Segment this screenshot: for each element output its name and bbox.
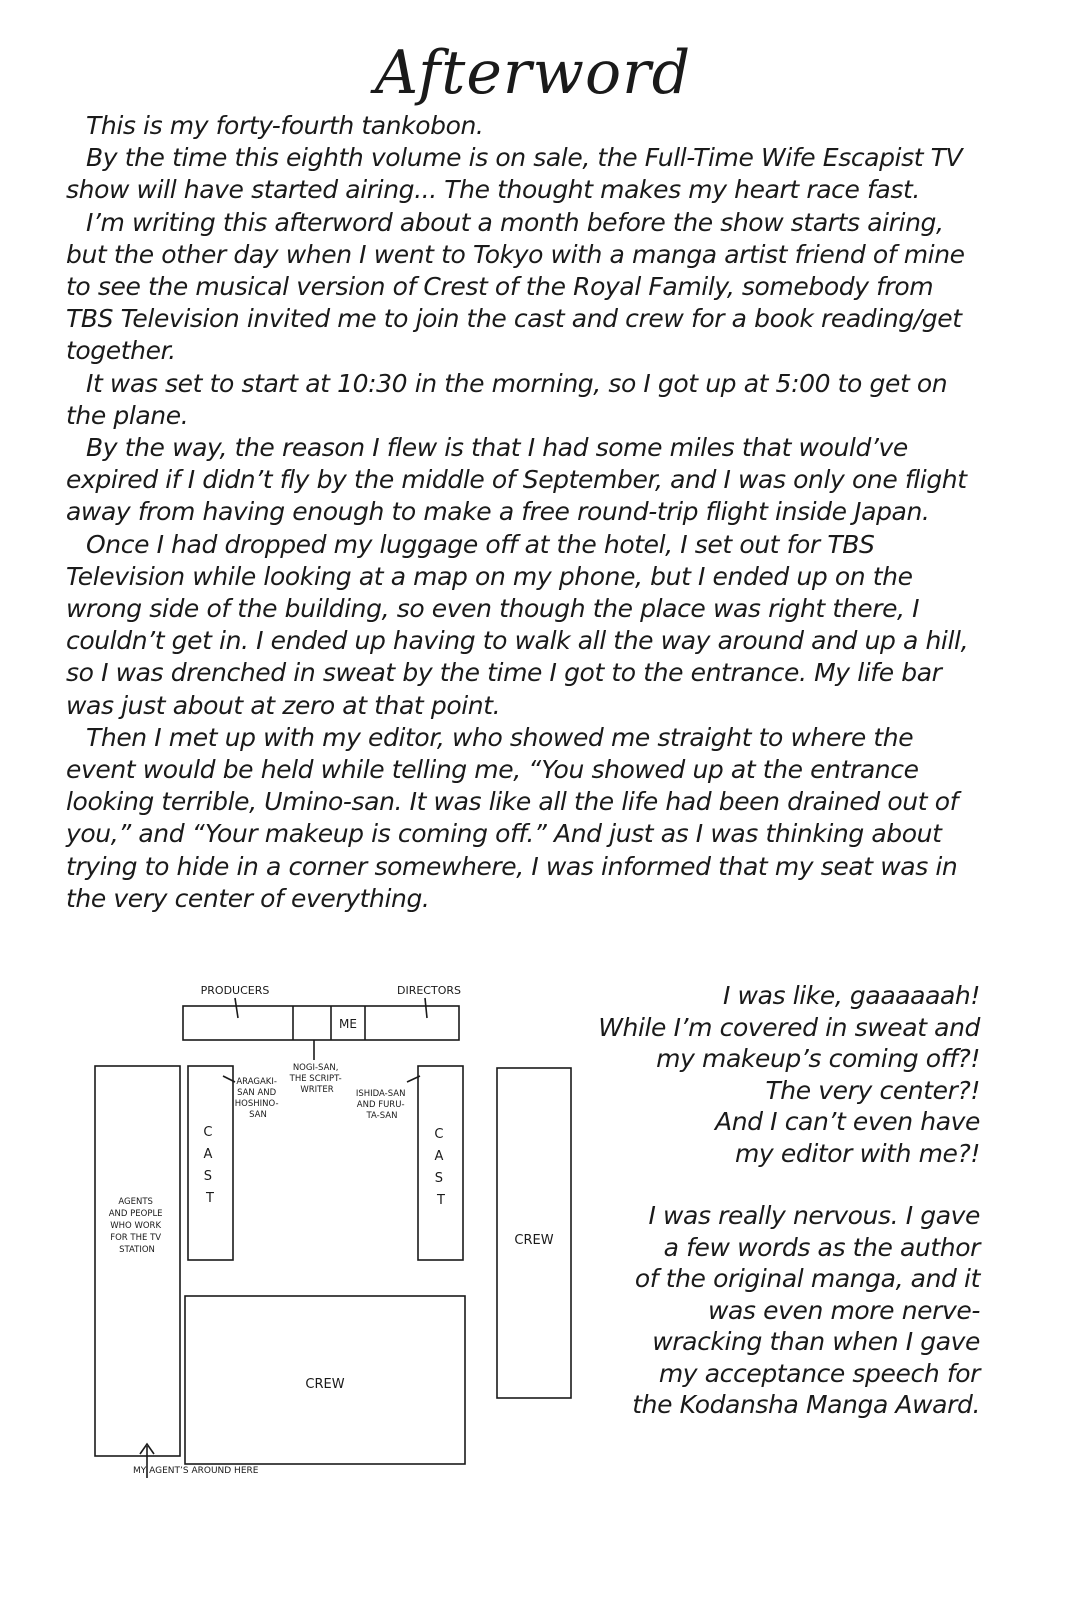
exclaim-line: my makeup’s coming off?! [656, 1044, 980, 1073]
exclaim-line: I was like, gaaaaaah! [723, 981, 980, 1010]
agents-line: AGENTS [118, 1197, 153, 1207]
cast-letter: S [434, 1171, 444, 1186]
afterword-body [66, 110, 986, 915]
cast-letter: C [434, 1127, 444, 1142]
closing-block [525, 1200, 980, 1421]
cast-letter: A [203, 1147, 213, 1162]
aragaki-line: SAN [249, 1110, 267, 1120]
aragaki-label [235, 1077, 281, 1120]
crew-right-label: CREW [514, 1233, 554, 1248]
cast-table-left [188, 1066, 233, 1260]
exclamation-block [525, 980, 980, 1169]
paragraph: It was set to start at 10:30 in the morning, so I got up at 5:00 to get on the plane. [66, 368, 948, 430]
exclaim-line: And I can’t even have [715, 1107, 980, 1136]
agents-line: FOR THE TV [110, 1233, 162, 1243]
closing-line: was even more nerve- [707, 1295, 980, 1325]
nogi-line: WRITER [300, 1085, 334, 1095]
agents-label [109, 1197, 166, 1255]
paragraph: Once I had dropped my luggage off at the hotel, I set out for TBS Television while looking at a map on my phone, but I ended up on the wrong side of the building, so even though the place was right there, I couldn’t get in. I ended up having to walk all the way around and up a hill, so I was drenched in sweat by the time I got to the entrance. My life bar was just about at zero at that point. [66, 529, 969, 720]
producers-label: PRODUCERS [200, 984, 270, 997]
cast-letter: T [206, 1191, 214, 1206]
exclaim-line: The very center?! [765, 1075, 980, 1105]
directors-label: DIRECTORS [397, 984, 461, 997]
ishida-line: AND FURU- [356, 1100, 405, 1110]
agents-line: WHO WORK [110, 1221, 162, 1231]
nogi-label [289, 1063, 345, 1095]
paragraph: I’m writing this afterword about a month before the show starts airing, but the other day when I went to Tokyo with a manga artist friend of mine to see the musical version of Crest of the Royal Family, somebody from TBS Television invited me to join the cast and crew for a book reading/get together. [66, 207, 965, 366]
nogi-line: NOGI-SAN, [292, 1063, 339, 1073]
ishida-label [356, 1089, 408, 1121]
ishida-line: ISHIDA-SAN [355, 1089, 406, 1099]
aragaki-line: ARAGAKI- [236, 1077, 277, 1087]
cast-letter: A [434, 1149, 444, 1164]
agents-table [95, 1066, 180, 1456]
agents-line: STATION [119, 1245, 155, 1255]
crew-bottom-label: CREW [305, 1377, 345, 1392]
cast-left-label [203, 1125, 216, 1206]
closing-line: the Kodansha Manga Award. [632, 1390, 980, 1419]
paragraph: Then I met up with my editor, who showed me straight to where the event would be held while telling me, “You showed up at the entrance looking terrible, Umino-san. It was like all the life had been drained out of you,” and “Your makeup is coming off.” And just as I was thinking about trying to hide in a corner somewhere, I was informed that my seat was in the very center of everything. [66, 722, 958, 913]
cast-letter: T [437, 1193, 445, 1208]
closing-line: I was really nervous. I gave [648, 1201, 980, 1230]
closing-line: wracking than when I gave [652, 1327, 980, 1356]
paragraph: By the way, the reason I flew is that I had some miles that would’ve expired if I didn’t fly by the middle of September, and I was only one flight away from having enough to make a free round-trip flight inside Japan. [66, 433, 967, 527]
ishida-line: TA-SAN [366, 1111, 398, 1121]
nogi-line: THE SCRIPT- [289, 1074, 342, 1084]
paragraph: By the time this eighth volume is on sale, the Full-Time Wife Escapist TV show will have started airing... The thought makes my heart race fast. [66, 143, 963, 205]
closing-line: of the original manga, and it [634, 1264, 980, 1293]
exclaim-line: While I’m covered in sweat and [598, 1012, 980, 1042]
my-agent-label: MY AGENT’S AROUND HERE [133, 1466, 259, 1476]
page-title: Afterword [374, 38, 692, 108]
closing-line: a few words as the author [663, 1232, 980, 1262]
aragaki-line: HOSHINO- [234, 1099, 279, 1109]
aragaki-line: SAN AND [237, 1088, 277, 1098]
crew-table-right [495, 1066, 575, 1406]
head-table [183, 1006, 459, 1040]
exclaim-line: my editor with me?! [734, 1138, 980, 1168]
cast-right-label [434, 1127, 447, 1208]
me-label: ME [339, 1017, 357, 1031]
agents-line: AND PEOPLE [108, 1209, 163, 1219]
cast-letter: S [203, 1169, 213, 1184]
cast-letter: C [203, 1125, 213, 1140]
closing-line: my acceptance speech for [658, 1358, 980, 1388]
seating-diagram [85, 978, 495, 1478]
paragraph: This is my forty-fourth tankobon. [86, 111, 484, 140]
